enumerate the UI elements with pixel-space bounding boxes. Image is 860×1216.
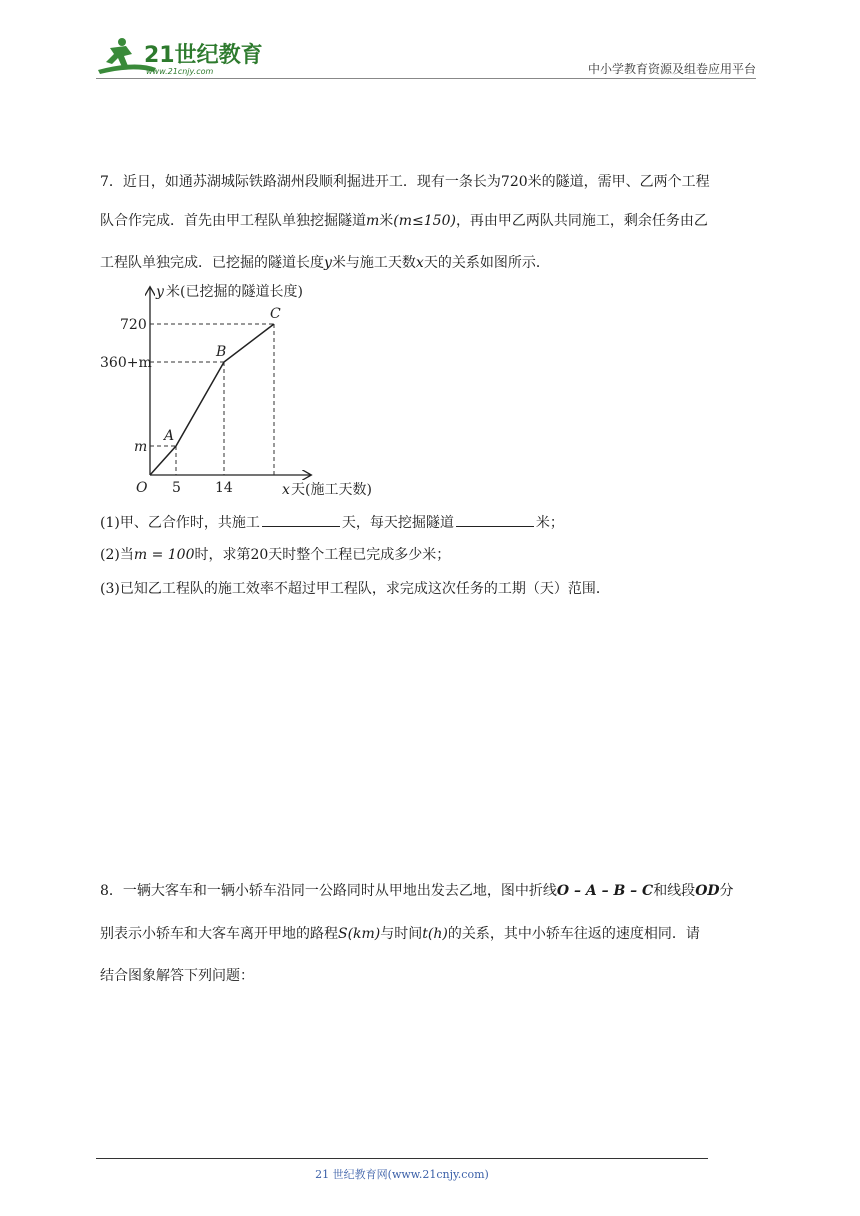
q8-line1: 8．一辆大客车和一辆小轿车沿同一公路同时从甲地出发去乙地，图中折线O – A – B – C和线段OD分 [100,883,734,899]
point-B-label: B [216,344,227,360]
answer-blank-2[interactable] [456,512,534,527]
logo-url: www.21cnjy.com [146,67,214,76]
q7-line3: 工程队单独完成．已挖掘的隧道长度y米与施工天数x天的关系如图所示． [100,255,550,271]
progress-line [150,324,274,475]
q8-line3: 结合图象解答下列问题： [100,968,254,984]
x-axis-var: x [282,482,290,498]
tunnel-progress-graph [96,280,416,500]
point-C-label: C [270,306,281,322]
header-divider [96,78,756,79]
logo-title: 21世纪教育 [144,43,263,68]
q7-sub2: (2)当m = 100时，求第20天时整个工程已完成多少米； [100,547,451,563]
answer-blank-1[interactable] [262,512,340,527]
origin-label: O [136,480,148,496]
q8-line2: 别表示小轿车和大客车离开甲地的路程S(km)与时间t(h)的关系，其中小轿车往返的速度相同．请 [100,926,700,942]
x-tick-5: 5 [172,480,181,496]
x-axis-label: 天(施工天数) [291,482,372,498]
y-axis-label: 米(已挖掘的隧道长度) [166,284,303,300]
footer-divider [96,1158,708,1159]
y-axis-var: y [156,284,164,300]
site-logo [96,34,266,80]
x-tick-14: 14 [215,480,233,496]
q7-line1: 7．近日，如通苏湖城际铁路湖州段顺利掘进开工．现有一条长为720米的隧道，需甲、乙两个工程 [100,174,710,190]
y-tick-720: 720 [120,317,147,333]
header-platform-text: 中小学教育资源及组卷应用平台 [587,62,756,76]
footer-text: 21 世纪教育网(www.21cnjy.com) [315,1168,489,1181]
y-tick-m: m [134,439,148,455]
q7-sub3: (3)已知乙工程队的施工效率不超过甲工程队，求完成这次任务的工期（天）范围． [100,581,610,597]
q7-sub1: (1)甲、乙合作时，共施工 天，每天挖掘隧道 米； [100,512,564,533]
y-tick-360m: 360+m [100,355,152,371]
q7-line2: 队合作完成．首先由甲工程队单独挖掘隧道m米(m≤150)，再由甲乙两队共同施工，剩余任务由乙 [100,213,708,229]
point-A-label: A [164,428,175,444]
